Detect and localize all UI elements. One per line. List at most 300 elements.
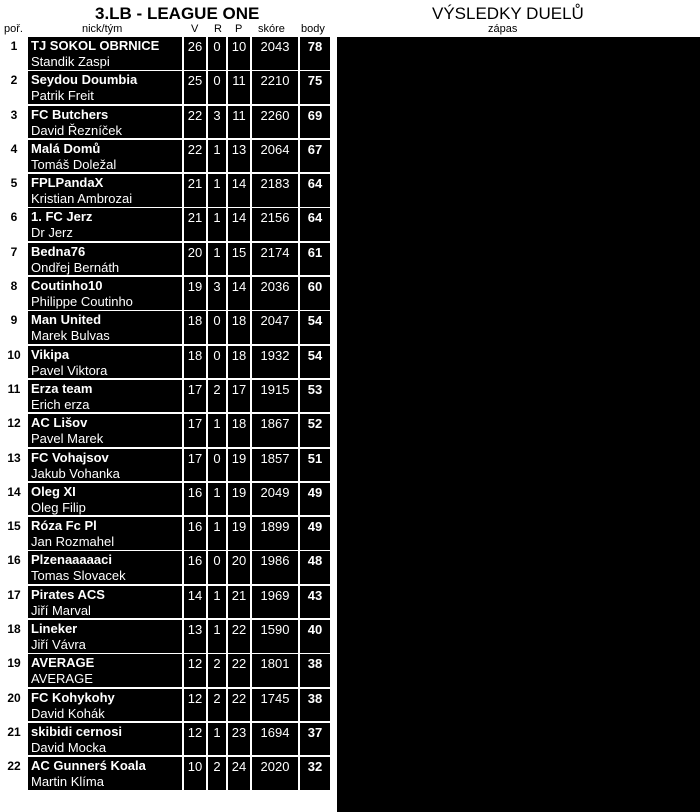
draws-cell [208, 208, 226, 241]
score-value: 1969 [260, 587, 290, 603]
wins-value: 17 [187, 416, 203, 432]
points-cell [300, 380, 330, 413]
away-nick: Kristian Ambrozai [533, 141, 644, 157]
manager-nick: David Mocka [31, 739, 107, 755]
losses-value: 14 [231, 210, 247, 226]
score-cell [252, 620, 298, 653]
col-header-rank: poř. [4, 23, 23, 35]
score-cell [252, 414, 298, 447]
points-value: 54 [307, 347, 323, 363]
duel-home [341, 348, 478, 381]
duel-score [481, 348, 527, 381]
team-name: TJ SOKOL OBRNICE [31, 38, 160, 53]
score-value: 1857 [260, 450, 290, 466]
wins-value: 16 [187, 553, 203, 569]
points-cell [300, 311, 330, 344]
duel-home [341, 37, 478, 70]
team-cell [28, 208, 182, 241]
team-cell [28, 174, 182, 207]
score-cell [252, 757, 298, 790]
points-value: 48 [307, 553, 323, 569]
points-value: 64 [307, 210, 323, 226]
duel-score [481, 279, 527, 312]
losses-value: 15 [231, 244, 247, 260]
score-cell [252, 140, 298, 173]
away-nick: Jiří Marval [533, 107, 598, 122]
manager-nick: Tomas Slovacek [31, 568, 126, 584]
draws-cell [208, 620, 226, 653]
wins-cell [184, 174, 206, 207]
duel-score-value: 80-106 [483, 211, 525, 227]
rank-cell: 12 [7, 416, 21, 431]
col-header-p: P [235, 23, 243, 35]
standings-row [0, 723, 336, 757]
duel-home [341, 279, 478, 312]
points-cell [300, 414, 330, 447]
draws-value: 2 [213, 381, 221, 397]
points-value: 40 [307, 622, 323, 638]
away-nick: Ondřej Bernáth [533, 210, 628, 226]
rank-cell: 17 [7, 587, 21, 602]
score-value: 1694 [260, 724, 290, 740]
home-team: Oleg XI [431, 123, 475, 138]
manager-nick: Standik Zaspi [31, 54, 110, 69]
duel-score-value: 87-47 [487, 73, 521, 89]
duels-title: VÝSLEDKY DUELŮ [432, 4, 584, 23]
duel-score [481, 141, 527, 174]
draws-cell [208, 483, 226, 516]
team-name: Seydou Doumbia [31, 72, 138, 88]
score-value: 2049 [260, 484, 290, 500]
losses-cell [228, 723, 250, 756]
home-nick: Philippe Coutinho [363, 176, 475, 191]
score-value: 2047 [260, 313, 290, 329]
col-header-match: zápas [488, 23, 518, 35]
points-value: 54 [307, 313, 323, 329]
duel-row [341, 175, 696, 210]
manager-nick: Jiří Vávra [31, 637, 86, 653]
draws-value: 0 [213, 73, 221, 89]
team-name: Malá Domů [31, 140, 101, 156]
points-cell [300, 757, 330, 790]
draws-value: 0 [213, 347, 221, 363]
duel-row [341, 106, 696, 141]
team-name: Erza team [31, 380, 93, 396]
losses-value: 18 [231, 313, 247, 329]
away-team: Lineker [533, 88, 576, 104]
manager-nick: Ondřej Bernáth [31, 259, 120, 275]
score-value: 1590 [260, 622, 290, 638]
manager-nick: AVERAGE [31, 671, 93, 687]
team-cell [28, 346, 182, 379]
team-name: Róza Fc Pl [31, 518, 97, 534]
losses-cell [228, 140, 250, 173]
standings-row [0, 346, 336, 380]
wins-value: 18 [187, 347, 203, 363]
wins-cell [184, 414, 206, 447]
score-value: 2174 [260, 244, 290, 260]
points-value: 78 [307, 39, 323, 54]
rank-cell: 14 [7, 484, 21, 499]
score-cell [252, 517, 298, 550]
standings-row [0, 620, 336, 654]
score-value: 2210 [260, 73, 290, 89]
draws-value: 1 [213, 519, 221, 535]
manager-nick: Pavel Viktora [31, 362, 108, 378]
rank-cell: 10 [7, 347, 21, 362]
wins-value: 26 [187, 39, 203, 54]
team-cell [28, 380, 182, 413]
col-header-score: skóre [258, 23, 285, 35]
home-nick: Marek Bulvas [391, 245, 475, 260]
duel-row [341, 382, 696, 417]
draws-value: 1 [213, 622, 221, 638]
draws-cell [208, 243, 226, 276]
wins-value: 10 [187, 759, 203, 775]
losses-value: 21 [231, 587, 247, 603]
team-cell [28, 654, 182, 687]
rank-cell: 3 [10, 107, 18, 122]
duel-home [341, 313, 478, 346]
losses-value: 18 [231, 347, 247, 363]
points-cell [300, 37, 330, 70]
losses-value: 23 [231, 724, 247, 740]
rank-cell: 19 [7, 656, 21, 671]
home-nick: Tomáš Doležal [384, 38, 475, 53]
duel-away [530, 72, 694, 105]
points-cell [300, 106, 330, 139]
rank-cell: 4 [10, 141, 18, 156]
duel-away [530, 382, 694, 415]
score-value: 1932 [260, 347, 290, 363]
wins-value: 25 [187, 73, 203, 89]
duel-away [530, 348, 694, 381]
score-cell [252, 174, 298, 207]
team-name: 1. FC Jerz [31, 209, 93, 225]
losses-cell [228, 517, 250, 550]
manager-nick: Tomáš Doležal [31, 156, 117, 172]
manager-nick: Dr Jerz [31, 225, 73, 241]
manager-nick: Marek Bulvas [31, 328, 110, 344]
col-header-v: V [191, 23, 199, 35]
duel-away [530, 106, 694, 139]
duel-away [530, 141, 694, 174]
rank-cell: 13 [7, 450, 21, 465]
standings-row [0, 586, 336, 620]
draws-cell [208, 71, 226, 104]
standings-row [0, 243, 336, 277]
away-team: FC Vohajsov [533, 399, 607, 414]
losses-cell [228, 757, 250, 790]
points-cell [300, 140, 330, 173]
score-cell [252, 346, 298, 379]
rank-cell: 11 [7, 381, 21, 396]
duel-row [341, 72, 696, 107]
draws-value: 0 [213, 313, 221, 329]
points-value: 60 [307, 279, 323, 295]
home-team: Róza Fc Pl [411, 330, 475, 345]
score-cell [252, 551, 298, 584]
home-team: Man United [408, 261, 475, 276]
duel-score-value: 69-81 [487, 108, 521, 123]
wins-value: 18 [187, 313, 203, 329]
duel-home [341, 72, 478, 105]
rank-cell: 5 [10, 176, 18, 191]
losses-value: 11 [232, 73, 246, 89]
manager-nick: David Řezníček [31, 122, 123, 138]
home-team: Coutinho10 [408, 192, 475, 207]
team-name: AVERAGE [31, 655, 95, 671]
away-nick: David Mocka [533, 279, 613, 295]
rank-cell: 18 [7, 622, 21, 637]
team-cell [28, 106, 182, 139]
duel-row [341, 141, 696, 176]
duel-score-value: 89-67 [487, 246, 521, 261]
wins-value: 14 [187, 587, 203, 603]
losses-cell [228, 551, 250, 584]
rank-cell: 2 [10, 73, 18, 88]
losses-value: 10 [231, 39, 247, 54]
team-name: Bedna76 [31, 243, 86, 259]
home-nick: Dr Jerz [430, 210, 475, 226]
manager-nick: Martin Klíma [31, 774, 104, 790]
points-cell [300, 654, 330, 687]
wins-value: 17 [187, 381, 203, 397]
losses-value: 22 [231, 690, 247, 706]
team-cell [28, 71, 182, 104]
wins-cell [184, 37, 206, 70]
home-nick: Erich erza [412, 72, 475, 88]
draws-value: 1 [213, 484, 221, 500]
points-value: 53 [307, 381, 323, 397]
duel-score [481, 210, 527, 243]
team-name: skibidi cernosi [31, 723, 123, 739]
points-cell [300, 620, 330, 653]
wins-value: 16 [187, 484, 203, 500]
away-nick: Jakub Vohanka [533, 383, 628, 398]
score-cell [252, 723, 298, 756]
losses-cell [228, 483, 250, 516]
team-name: FC Butchers [31, 106, 109, 122]
score-value: 1986 [260, 553, 290, 569]
draws-cell [208, 106, 226, 139]
team-cell [28, 449, 182, 482]
losses-cell [228, 689, 250, 722]
points-cell [300, 517, 330, 550]
wins-value: 19 [187, 279, 203, 295]
wins-cell [184, 277, 206, 310]
score-cell [252, 483, 298, 516]
losses-value: 19 [231, 484, 247, 500]
score-value: 2064 [260, 141, 290, 157]
col-header-nick: nick/tým [82, 23, 123, 35]
score-cell [252, 449, 298, 482]
draws-cell [208, 380, 226, 413]
draws-cell [208, 551, 226, 584]
team-cell [28, 243, 182, 276]
away-nick: David Kohák [533, 245, 612, 260]
duel-score [481, 244, 527, 277]
away-team: Pirates ACS [533, 123, 604, 138]
score-cell [252, 277, 298, 310]
team-name: Coutinho10 [31, 278, 103, 294]
draws-cell [208, 37, 226, 70]
duel-score [481, 106, 527, 139]
wins-cell [184, 551, 206, 584]
standings-row [0, 140, 336, 174]
home-team: 1. FC Jerz [415, 226, 475, 242]
wins-value: 17 [187, 450, 203, 466]
score-value: 1745 [260, 690, 290, 706]
standings-row [0, 208, 336, 242]
wins-value: 12 [187, 690, 203, 706]
wins-cell [184, 243, 206, 276]
duel-row [341, 348, 696, 383]
wins-cell [184, 380, 206, 413]
wins-cell [184, 723, 206, 756]
wins-value: 12 [187, 656, 203, 672]
losses-cell [228, 37, 250, 70]
team-name: Lineker [31, 621, 78, 637]
rank-cell: 21 [7, 724, 21, 739]
losses-value: 11 [232, 107, 246, 123]
wins-value: 21 [187, 176, 203, 192]
draws-cell [208, 449, 226, 482]
draws-cell [208, 586, 226, 619]
team-name: Pirates ACS [31, 586, 105, 602]
draws-value: 1 [213, 416, 221, 432]
standings-row [0, 174, 336, 208]
losses-cell [228, 311, 250, 344]
duels-table [341, 37, 696, 417]
home-team: Malá Domů [408, 54, 475, 69]
points-cell [300, 208, 330, 241]
standings-row [0, 71, 336, 105]
away-nick: Jiří Vávra [533, 72, 592, 88]
draws-value: 0 [213, 553, 221, 569]
points-value: 52 [307, 416, 323, 432]
rank-cell: 16 [7, 553, 21, 568]
home-team: TJ SOKOL OBRNICE [349, 157, 475, 173]
manager-nick: Jan Rozmahel [31, 534, 115, 550]
draws-cell [208, 723, 226, 756]
team-cell [28, 620, 182, 653]
draws-value: 2 [213, 656, 221, 672]
duel-row [341, 244, 696, 279]
score-cell [252, 106, 298, 139]
draws-cell [208, 654, 226, 687]
duel-score-value: 78-97 [487, 177, 521, 192]
duel-away [530, 313, 694, 346]
duel-home [341, 106, 478, 139]
duel-away [530, 244, 694, 277]
wins-cell [184, 346, 206, 379]
points-cell [300, 689, 330, 722]
standings-row [0, 106, 336, 140]
points-value: 51 [307, 450, 323, 466]
team-name: Oleg XI [31, 483, 76, 499]
standings-row [0, 551, 336, 585]
losses-cell [228, 346, 250, 379]
team-name: FPLPandaX [31, 175, 104, 191]
points-value: 38 [307, 656, 323, 672]
losses-value: 18 [231, 416, 247, 432]
standings-row [0, 37, 336, 71]
losses-cell [228, 243, 250, 276]
duel-score-value: 64-91 [487, 315, 521, 330]
team-name: FC Vohajsov [31, 449, 109, 465]
col-header-r: R [214, 23, 222, 35]
duel-home [341, 210, 478, 243]
score-cell [252, 208, 298, 241]
team-cell [28, 723, 182, 756]
losses-cell [228, 654, 250, 687]
points-cell [300, 586, 330, 619]
manager-nick: Jakub Vohanka [31, 465, 120, 481]
home-team: AVERAGE [413, 399, 475, 414]
score-value: 2020 [260, 759, 290, 775]
standings-row [0, 277, 336, 311]
duel-away [530, 279, 694, 312]
wins-value: 12 [187, 724, 203, 740]
draws-cell [208, 689, 226, 722]
score-cell [252, 311, 298, 344]
away-team: FC Kohykohy [533, 261, 612, 276]
losses-value: 19 [231, 450, 247, 466]
score-cell [252, 37, 298, 70]
losses-cell [228, 71, 250, 104]
team-cell [28, 757, 182, 790]
points-cell [300, 174, 330, 207]
draws-value: 2 [213, 759, 221, 775]
points-cell [300, 449, 330, 482]
draws-cell [208, 277, 226, 310]
wins-cell [184, 517, 206, 550]
team-name: Man United [31, 312, 102, 328]
rank-cell: 20 [7, 690, 21, 705]
losses-value: 14 [231, 176, 247, 192]
team-name: Plzenaaaaaci [31, 552, 112, 568]
standings-table [0, 37, 336, 792]
points-value: 37 [307, 724, 323, 740]
draws-cell [208, 140, 226, 173]
draws-cell [208, 311, 226, 344]
standings-row [0, 414, 336, 448]
losses-cell [228, 380, 250, 413]
away-nick: Tomas Slovacek [533, 38, 634, 53]
rank-cell: 9 [10, 313, 18, 328]
wins-value: 21 [187, 210, 203, 226]
score-value: 2156 [260, 210, 290, 226]
home-team: Erza team [415, 88, 475, 104]
points-cell [300, 346, 330, 379]
wins-cell [184, 71, 206, 104]
wins-cell [184, 208, 206, 241]
score-cell [252, 71, 298, 104]
team-cell [28, 311, 182, 344]
duel-score [481, 313, 527, 346]
team-cell [28, 37, 182, 70]
draws-value: 0 [213, 450, 221, 466]
losses-cell [228, 106, 250, 139]
wins-cell [184, 140, 206, 173]
wins-value: 13 [187, 622, 203, 638]
losses-value: 20 [231, 553, 247, 569]
duel-away [530, 175, 694, 208]
standings-row [0, 483, 336, 517]
losses-cell [228, 586, 250, 619]
draws-value: 2 [213, 690, 221, 706]
